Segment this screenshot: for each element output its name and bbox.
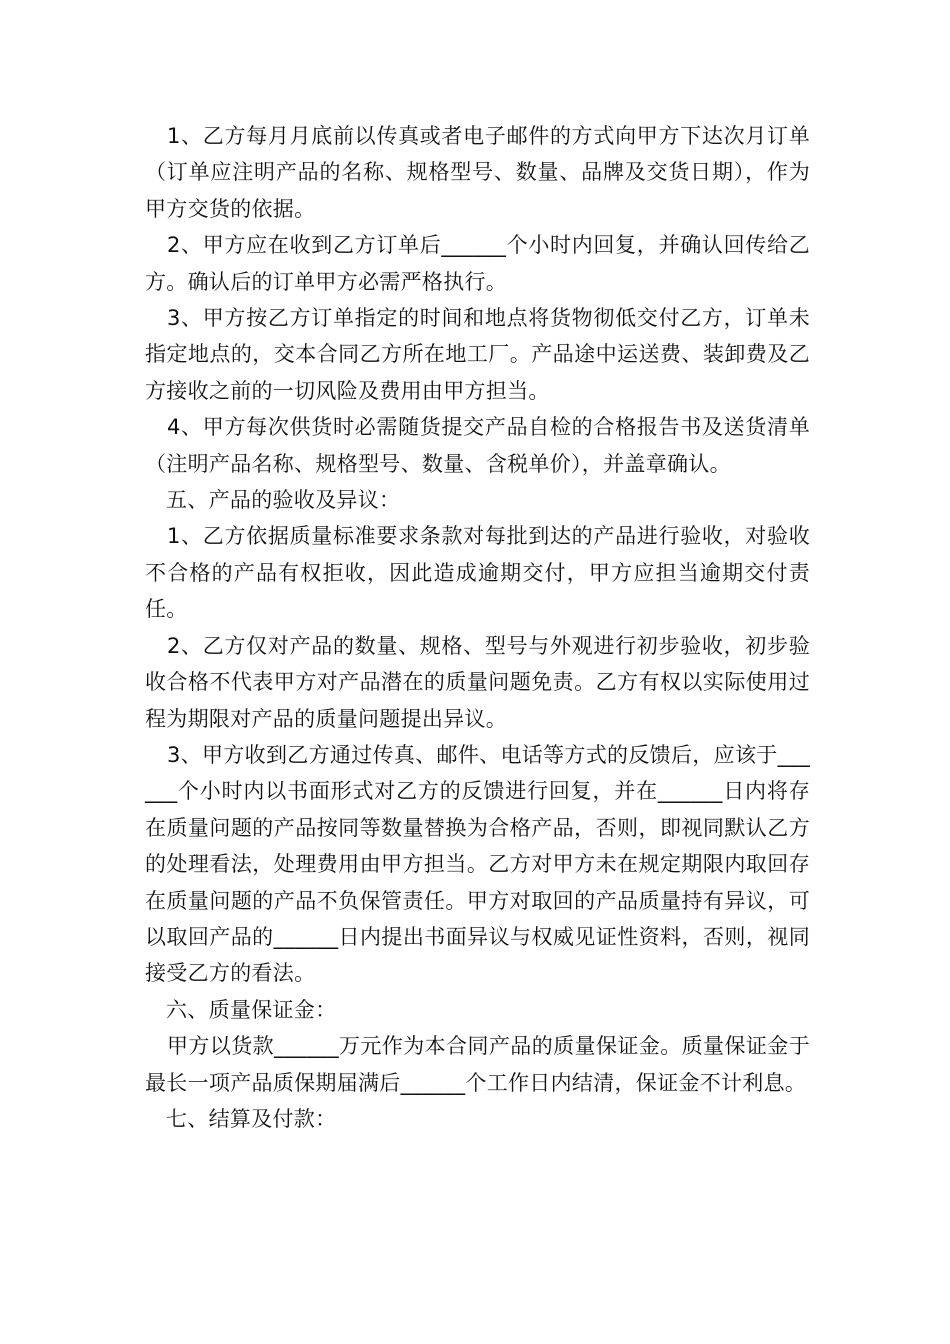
document-body: [145, 118, 810, 1137]
clause-preliminary-acceptance: 2、乙方仅对产品的数量、规格、型号与外观进行初步验收，初步验收合格不代表甲方对产品潜在的质量问题免责。乙方有权以实际使用过程为期限对产品的质量问题提出异议。: [145, 633, 810, 731]
section-heading-acceptance: 五、产品的验收及异议：: [166, 488, 401, 513]
clause-quality-deposit: 甲方以货款______万元作为本合同产品的质量保证金。质量保证金于最长一项产品质保期届满后______个工作日内结清，保证金不计利息。: [145, 1034, 810, 1095]
clause-acceptance-inspection: 1、乙方依据质量标准要求条款对每批到达的产品进行验收，对验收不合格的产品有权拒收，因此造成逾期交付，甲方应担当逾期交付责任。: [145, 524, 810, 622]
section-heading-quality-deposit: 六、质量保证金：: [166, 997, 337, 1022]
clause-feedback-response: 3、甲方收到乙方通过传真、邮件、电话等方式的反馈后，应该于______个小时内以书面形式对乙方的反馈进行回复，并在______日内将存在质量问题的产品按同等数量替换为合格产品，否则，即视同默认乙方的处理看法，处理费用由甲方担当。乙方对甲方未在规定期限内取回存在质量问题的产品不负保管责任。甲方对取回的产品质量持有异议，可以取回产品的______日内提出书面异议与权威见证性资料，否则，视同接受乙方的看法。: [145, 742, 810, 986]
clause-delivery: 3、甲方按乙方订单指定的时间和地点将货物彻低交付乙方，订单未指定地点的，交本合同乙方所在地工厂。产品途中运送费、装卸费及乙方接收之前的一切风险及费用由甲方担当。: [145, 306, 810, 403]
section-heading-settlement: 七、结算及付款：: [166, 1106, 337, 1131]
clause-inspection-report: 4、甲方每次供货时必需随货提交产品自检的合格报告书及送货清单（注明产品名称、规格型号、数量、含税单价），并盖章确认。: [145, 415, 810, 476]
clause-order-placement: 1、乙方每月月底前以传真或者电子邮件的方式向甲方下达次月订单（订单应注明产品的名称、规格型号、数量、品牌及交货日期），作为甲方交货的依据。: [145, 124, 810, 221]
clause-order-confirmation: 2、甲方应在收到乙方订单后______个小时内回复，并确认回传给乙方。确认后的订单甲方必需严格执行。: [145, 233, 810, 294]
